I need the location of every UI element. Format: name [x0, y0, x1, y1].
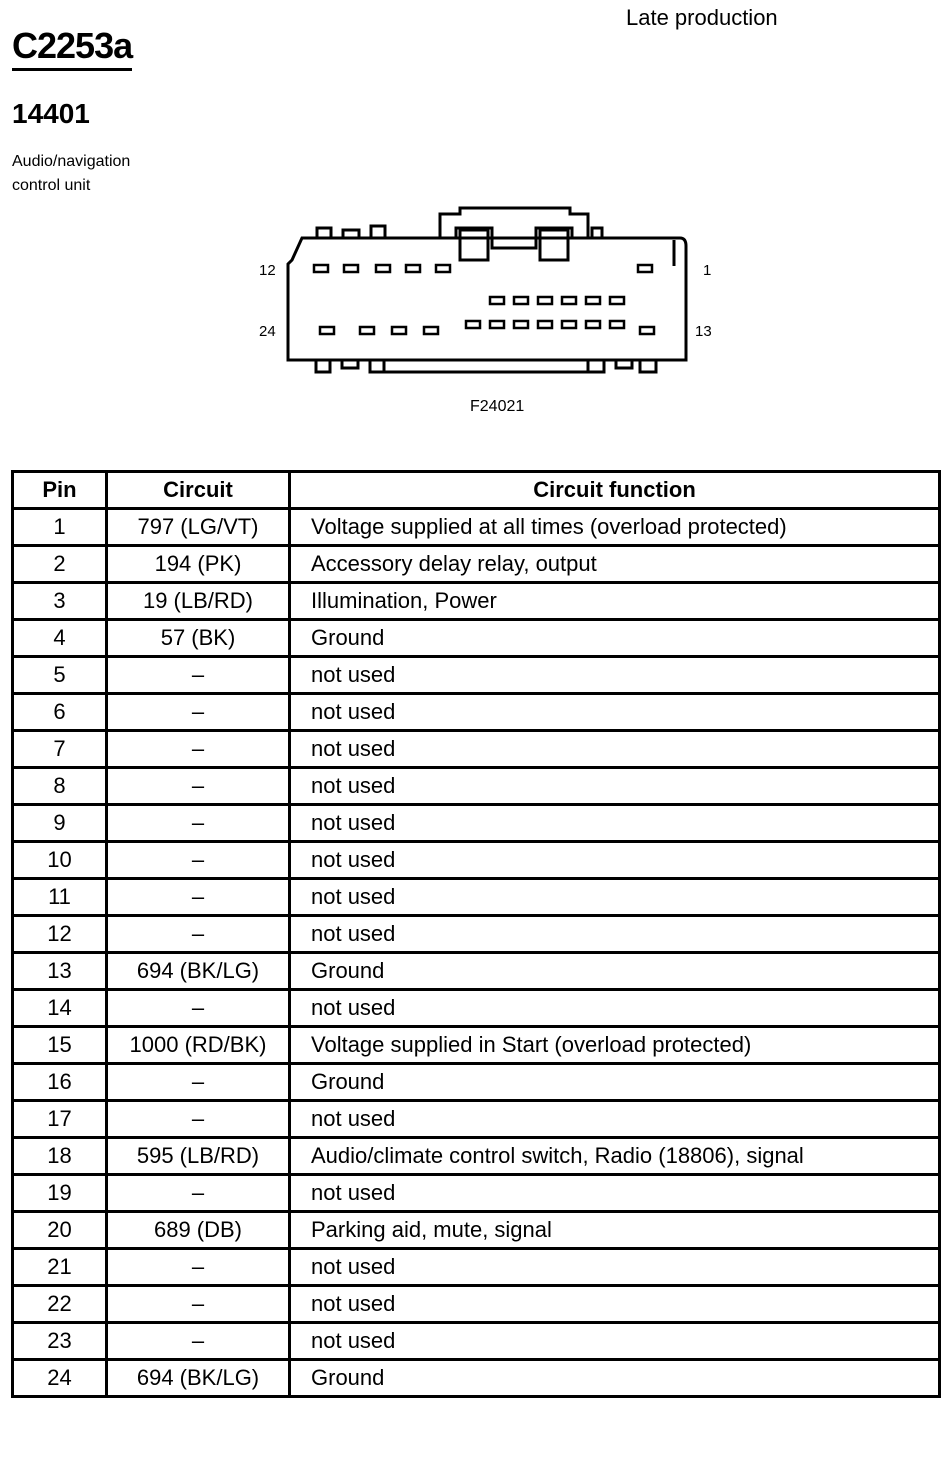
function-cell: not used: [290, 1249, 940, 1286]
table-row: [13, 805, 940, 842]
function-cell: not used: [290, 916, 940, 953]
pin-cell: 4: [13, 620, 107, 657]
pin-cell: 23: [13, 1323, 107, 1360]
pin-cell: 8: [13, 768, 107, 805]
table-row: [13, 1027, 940, 1064]
table-row: [13, 842, 940, 879]
pin-cell: 1: [13, 509, 107, 546]
pin-cell: 9: [13, 805, 107, 842]
pin-cell: 13: [13, 953, 107, 990]
function-cell: Audio/climate control switch, Radio (18806), signal: [290, 1138, 940, 1175]
pin-cell: 21: [13, 1249, 107, 1286]
pin-cell: 16: [13, 1064, 107, 1101]
function-cell: not used: [290, 768, 940, 805]
function-cell: Parking aid, mute, signal: [290, 1212, 940, 1249]
table-row: [13, 1212, 940, 1249]
table-row: [13, 1064, 940, 1101]
table-row: [13, 583, 940, 620]
table-row: [13, 1323, 940, 1360]
circuit-cell: –: [107, 1175, 290, 1212]
table-row: [13, 916, 940, 953]
part-number: 14401: [12, 98, 90, 129]
pin-label-top-left: 12: [259, 262, 276, 279]
table-row: [13, 1286, 940, 1323]
pin-cell: 15: [13, 1027, 107, 1064]
pin-label-bottom-right: 13: [695, 323, 712, 340]
pin-cell: 24: [13, 1360, 107, 1397]
table-row: [13, 620, 940, 657]
function-cell: not used: [290, 694, 940, 731]
function-cell: not used: [290, 657, 940, 694]
table-row: [13, 879, 940, 916]
component-name-line1: Audio/navigation: [12, 153, 131, 170]
function-cell: Voltage supplied at all times (overload protected): [290, 509, 940, 546]
connector-id: C2253a: [12, 26, 132, 71]
circuit-cell: –: [107, 731, 290, 768]
function-cell: Ground: [290, 1064, 940, 1101]
component-name-line2: control unit: [12, 177, 91, 194]
table-row: [13, 768, 940, 805]
header-pin: Pin: [13, 472, 107, 509]
circuit-cell: –: [107, 842, 290, 879]
table-row: [13, 1138, 940, 1175]
function-cell: not used: [290, 990, 940, 1027]
table-header-row: [13, 472, 940, 509]
table-row: [13, 990, 940, 1027]
function-cell: not used: [290, 731, 940, 768]
circuit-cell: –: [107, 990, 290, 1027]
function-cell: not used: [290, 1323, 940, 1360]
pin-cell: 5: [13, 657, 107, 694]
circuit-cell: 694 (BK/LG): [107, 953, 290, 990]
circuit-cell: –: [107, 1249, 290, 1286]
circuit-cell: 19 (LB/RD): [107, 583, 290, 620]
function-cell: not used: [290, 842, 940, 879]
circuit-cell: 797 (LG/VT): [107, 509, 290, 546]
circuit-cell: –: [107, 879, 290, 916]
circuit-cell: 57 (BK): [107, 620, 290, 657]
function-cell: not used: [290, 1101, 940, 1138]
pin-label-bottom-left: 24: [259, 323, 276, 340]
circuit-cell: –: [107, 1064, 290, 1101]
table-row: [13, 657, 940, 694]
circuit-cell: –: [107, 1286, 290, 1323]
function-cell: not used: [290, 1286, 940, 1323]
pin-cell: 12: [13, 916, 107, 953]
circuit-cell: 595 (LB/RD): [107, 1138, 290, 1175]
function-cell: Ground: [290, 1360, 940, 1397]
circuit-cell: 689 (DB): [107, 1212, 290, 1249]
pin-cell: 18: [13, 1138, 107, 1175]
circuit-cell: –: [107, 1101, 290, 1138]
pin-cell: 11: [13, 879, 107, 916]
pin-cell: 2: [13, 546, 107, 583]
circuit-cell: 1000 (RD/BK): [107, 1027, 290, 1064]
connector-face-diagram: [280, 200, 700, 380]
component-name: [12, 150, 182, 198]
function-cell: not used: [290, 1175, 940, 1212]
table-row: [13, 694, 940, 731]
pin-cell: 14: [13, 990, 107, 1027]
table-row: [13, 1360, 940, 1397]
function-cell: Accessory delay relay, output: [290, 546, 940, 583]
pin-cell: 7: [13, 731, 107, 768]
figure-label: F24021: [470, 398, 525, 415]
circuit-cell: –: [107, 657, 290, 694]
table-row: [13, 1101, 940, 1138]
header-circuit: Circuit: [107, 472, 290, 509]
pin-cell: 20: [13, 1212, 107, 1249]
header-circuit-function: Circuit function: [290, 472, 940, 509]
function-cell: Ground: [290, 953, 940, 990]
pinout-table: [11, 470, 941, 1398]
table-row: [13, 1249, 940, 1286]
function-cell: Illumination, Power: [290, 583, 940, 620]
circuit-cell: –: [107, 694, 290, 731]
table-row: [13, 509, 940, 546]
table-row: [13, 953, 940, 990]
pin-cell: 17: [13, 1101, 107, 1138]
function-cell: Voltage supplied in Start (overload protected): [290, 1027, 940, 1064]
function-cell: not used: [290, 805, 940, 842]
pin-cell: 6: [13, 694, 107, 731]
circuit-cell: –: [107, 768, 290, 805]
circuit-cell: –: [107, 1323, 290, 1360]
pin-cell: 22: [13, 1286, 107, 1323]
table-row: [13, 731, 940, 768]
pin-label-top-right: 1: [703, 262, 712, 279]
circuit-cell: 694 (BK/LG): [107, 1360, 290, 1397]
circuit-cell: 194 (PK): [107, 546, 290, 583]
function-cell: not used: [290, 879, 940, 916]
production-note: Late production: [626, 5, 778, 30]
function-cell: Ground: [290, 620, 940, 657]
circuit-cell: –: [107, 805, 290, 842]
circuit-cell: –: [107, 916, 290, 953]
pin-cell: 10: [13, 842, 107, 879]
pin-cell: 19: [13, 1175, 107, 1212]
table-row: [13, 546, 940, 583]
pin-cell: 3: [13, 583, 107, 620]
table-row: [13, 1175, 940, 1212]
